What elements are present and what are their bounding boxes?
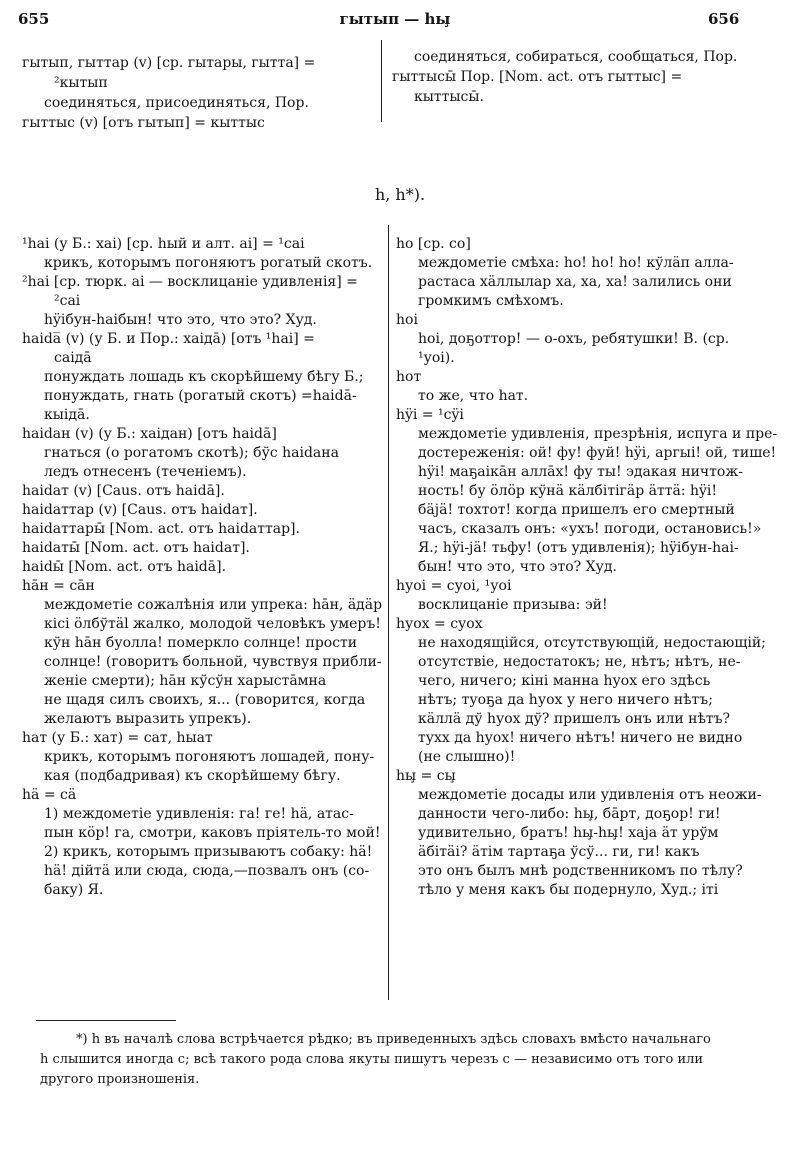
entry-line: кыттысы̄. bbox=[414, 89, 484, 105]
entry-line: крикъ, которымъ погоняютъ лошадей, пону- bbox=[44, 749, 375, 765]
entry-line: ¹уоі). bbox=[418, 350, 455, 366]
entry-line: haidaты̄ [Nom. act. отъ haidaт]. bbox=[22, 540, 250, 556]
entry-line: hoт bbox=[396, 369, 422, 385]
entry-line: бäjä! тохтот! когда пришелъ его смертный bbox=[418, 502, 735, 518]
entry-line: саідā bbox=[54, 350, 92, 366]
entry-line: междометіе досады или удивленія отъ неожи- bbox=[418, 787, 762, 803]
footnote-line: h слышится иногда с; всѣ такого рода слова якуты пишутъ черезъ с — независимо отъ того или bbox=[40, 1052, 704, 1067]
entry-line: hä! дійтä или сюда, сюда,—позвалъ онъ (со- bbox=[44, 863, 370, 879]
entry-line: женіе смерти); hāн кўсўн харыстāмна bbox=[44, 673, 327, 689]
footnote-line: другого произношенія. bbox=[40, 1072, 200, 1087]
entry-line: ледъ отнесенъ (теченіемъ). bbox=[44, 464, 247, 480]
entry-line: haidaттар (v) [Caus. отъ haidaт]. bbox=[22, 502, 258, 518]
entry-line: кыідā. bbox=[44, 407, 90, 423]
entry-line: haida̅ (v) (у Б. и Пор.: хаідā) [отъ ¹hai] = bbox=[22, 331, 315, 347]
entry-line: ность! бу öлöр кўнä кäлбітігäр äттä: hÿі! bbox=[418, 483, 718, 499]
entry-line: ²саі bbox=[54, 293, 81, 309]
entry-line: междометіе сожалѣнія или упрека: hāн, äдäр bbox=[44, 597, 383, 613]
top-right-entries bbox=[392, 47, 784, 107]
entry-line: hÿі! маҕаікāн аллāх! фу ты! эдакая ничтож- bbox=[418, 464, 743, 480]
entry-line: кая (подбадривая) къ скорѣйшему бѣгу. bbox=[44, 768, 341, 784]
entry-line: данности чего-либо: hы̧, бāрт, доҕор! ги! bbox=[418, 806, 721, 822]
entry-line: не щадя силъ своихъ, я... (говорится, когда bbox=[44, 692, 366, 708]
page-number-left: 655 bbox=[18, 10, 50, 28]
entry-line: баку) Я. bbox=[44, 882, 104, 898]
entry-line: гытып, гыттар (v) [ср. гытары, гытта] = bbox=[22, 55, 316, 71]
entry-line: 2) крикъ, которымъ призываютъ собаку: hä! bbox=[44, 844, 373, 860]
entry-line: ¹hai (у Б.: хаі) [ср. hый и алт. ai] = ¹саі bbox=[22, 236, 305, 252]
entry-line: понуждать, гнать (рогатый скотъ) =haidā- bbox=[44, 388, 357, 404]
entry-line: hат (у Б.: хат) = сат, hыат bbox=[22, 730, 213, 746]
entry-line: достереженія: ой! фу! фуй! hÿі, аргыі! ой, тише! bbox=[418, 445, 777, 461]
entry-line: не находящійся, отсутствующій, недостающій; bbox=[418, 635, 766, 651]
entry-line: haidы̄ [Nom. act. отъ haidā]. bbox=[22, 559, 227, 575]
entry-line: междометіе удивленія, презрѣнія, испуга и пре- bbox=[418, 426, 778, 442]
entry-line: ²кытып bbox=[54, 75, 108, 91]
left-column bbox=[22, 235, 384, 900]
entry-line: то же, что hат. bbox=[418, 388, 529, 404]
entry-line: haidaттары̄ [Nom. act. отъ haidaттар]. bbox=[22, 521, 300, 537]
entry-line: нѣтъ; туоҕа да hуох у него ничего нѣтъ; bbox=[418, 692, 713, 708]
entry-line: соединяться, присоединяться, Пор. bbox=[44, 95, 309, 111]
entry-line: hÿі = ¹сÿі bbox=[396, 407, 464, 423]
right-column bbox=[396, 235, 790, 900]
entry-line: удивительно, братъ! hы̧-hы̧! хаjа äт урўм bbox=[418, 825, 719, 841]
page-number-right: 656 bbox=[708, 10, 740, 28]
running-head: гытып — hы̧ bbox=[339, 10, 451, 28]
entry-line: соединяться, собираться, сообщаться, Пор. bbox=[414, 49, 738, 65]
entry-line: отсутствіе, недостатокъ; не, нѣтъ; нѣтъ, не- bbox=[418, 654, 741, 670]
entry-line: hāн = сāн bbox=[22, 578, 95, 594]
entry-line: тухх да hуох! ничего нѣтъ! ничего не видно bbox=[418, 730, 743, 746]
entry-line: кäллä дў hуох дў? пришелъ онъ или нѣтъ? bbox=[418, 711, 731, 727]
section-title: h, h*). bbox=[374, 185, 426, 204]
entry-line: желаютъ выразить упрекъ). bbox=[44, 711, 252, 727]
entry-line: hуох = суох bbox=[396, 616, 483, 632]
entry-line: hoi bbox=[396, 312, 418, 328]
entry-line: кісі öлбўтäl жалко, молодой человѣкъ умеръ! bbox=[44, 616, 381, 632]
entry-line: ho [ср. co] bbox=[396, 236, 471, 252]
entry-line: 1) междометіе удивленія: га! ге! hä, атас- bbox=[44, 806, 354, 822]
entry-line: (не слышно)! bbox=[418, 749, 516, 765]
entry-line: восклицаніе призыва: эй! bbox=[418, 597, 608, 613]
footnote-rule bbox=[36, 1020, 176, 1021]
entry-line: гыттысы̄ Пор. [Nom. act. отъ гыттыс] = bbox=[392, 69, 683, 85]
entry-line: это онъ былъ мнѣ родственникомъ по тѣлу? bbox=[418, 863, 743, 879]
entry-line: Я.; hÿі-jä! тьфу! (отъ удивленія); hÿібун-hai- bbox=[418, 540, 739, 556]
entry-line: ²hai [ср. тюрк. ai — восклицаніе удивленія] = bbox=[22, 274, 358, 290]
entry-line: громкимъ смѣхомъ. bbox=[418, 293, 564, 309]
top-left-entries bbox=[22, 53, 374, 133]
entry-line: междометіе смѣха: ho! ho! ho! кўлäп алла- bbox=[418, 255, 734, 271]
footnote bbox=[40, 1030, 770, 1090]
entry-line: haidaн (v) (у Б.: хаідан) [отъ haidā] bbox=[22, 426, 277, 442]
entry-line: äбітäi? äтім тартаҕа ўсў... ги, ги! какъ bbox=[418, 844, 700, 860]
entry-line: солнце! (говоритъ больной, чувствуя прибли- bbox=[44, 654, 382, 670]
entry-line: бын! что это, что это? Худ. bbox=[418, 559, 617, 575]
entry-line: чего, ничего; кіні манна hуох его здѣсь bbox=[418, 673, 711, 689]
entry-line: гыттыс (v) [отъ гытып] = кыттыс bbox=[22, 115, 265, 131]
entry-line: hä = сä bbox=[22, 787, 77, 803]
entry-line: hуоі = суоі, ¹уоі bbox=[396, 578, 512, 594]
column-divider bbox=[381, 40, 382, 122]
entry-line: понуждать лошадь къ скорѣйшему бѣгу Б.; bbox=[44, 369, 364, 385]
column-divider bbox=[388, 225, 389, 1000]
entry-line: часъ, сказалъ онъ: «ухъ! погоди, остановись!» bbox=[418, 521, 762, 537]
entry-line: hoi, доҕоттор! — о-охъ, ребятушки! В. (ср. bbox=[418, 331, 730, 347]
entry-line: крикъ, которымъ погоняютъ рогатый скотъ. bbox=[44, 255, 373, 271]
footnote-line: *) h въ началѣ слова встрѣчается рѣдко; въ приведенныхъ здѣсь словахъ вмѣсто начальнаго bbox=[76, 1032, 711, 1047]
entry-line: hÿібун-haiбын! что это, что это? Худ. bbox=[44, 312, 317, 328]
entry-line: hы̧ = сы̧ bbox=[396, 768, 456, 784]
entry-line: кўн hāн буолла! померкло солнце! прости bbox=[44, 635, 358, 651]
entry-line: пын кöр! га, смотри, каковъ пріятель-то мой! bbox=[44, 825, 381, 841]
entry-line: растаса хäллылар ха, ха, ха! залились они bbox=[418, 274, 732, 290]
entry-line: тѣло у меня какъ бы подернуло, Худ.; іті bbox=[418, 882, 719, 898]
entry-line: haidaт (v) [Caus. отъ haidā]. bbox=[22, 483, 225, 499]
entry-line: гнаться (о рогатомъ скотѣ); бўс haidaна bbox=[44, 445, 339, 461]
